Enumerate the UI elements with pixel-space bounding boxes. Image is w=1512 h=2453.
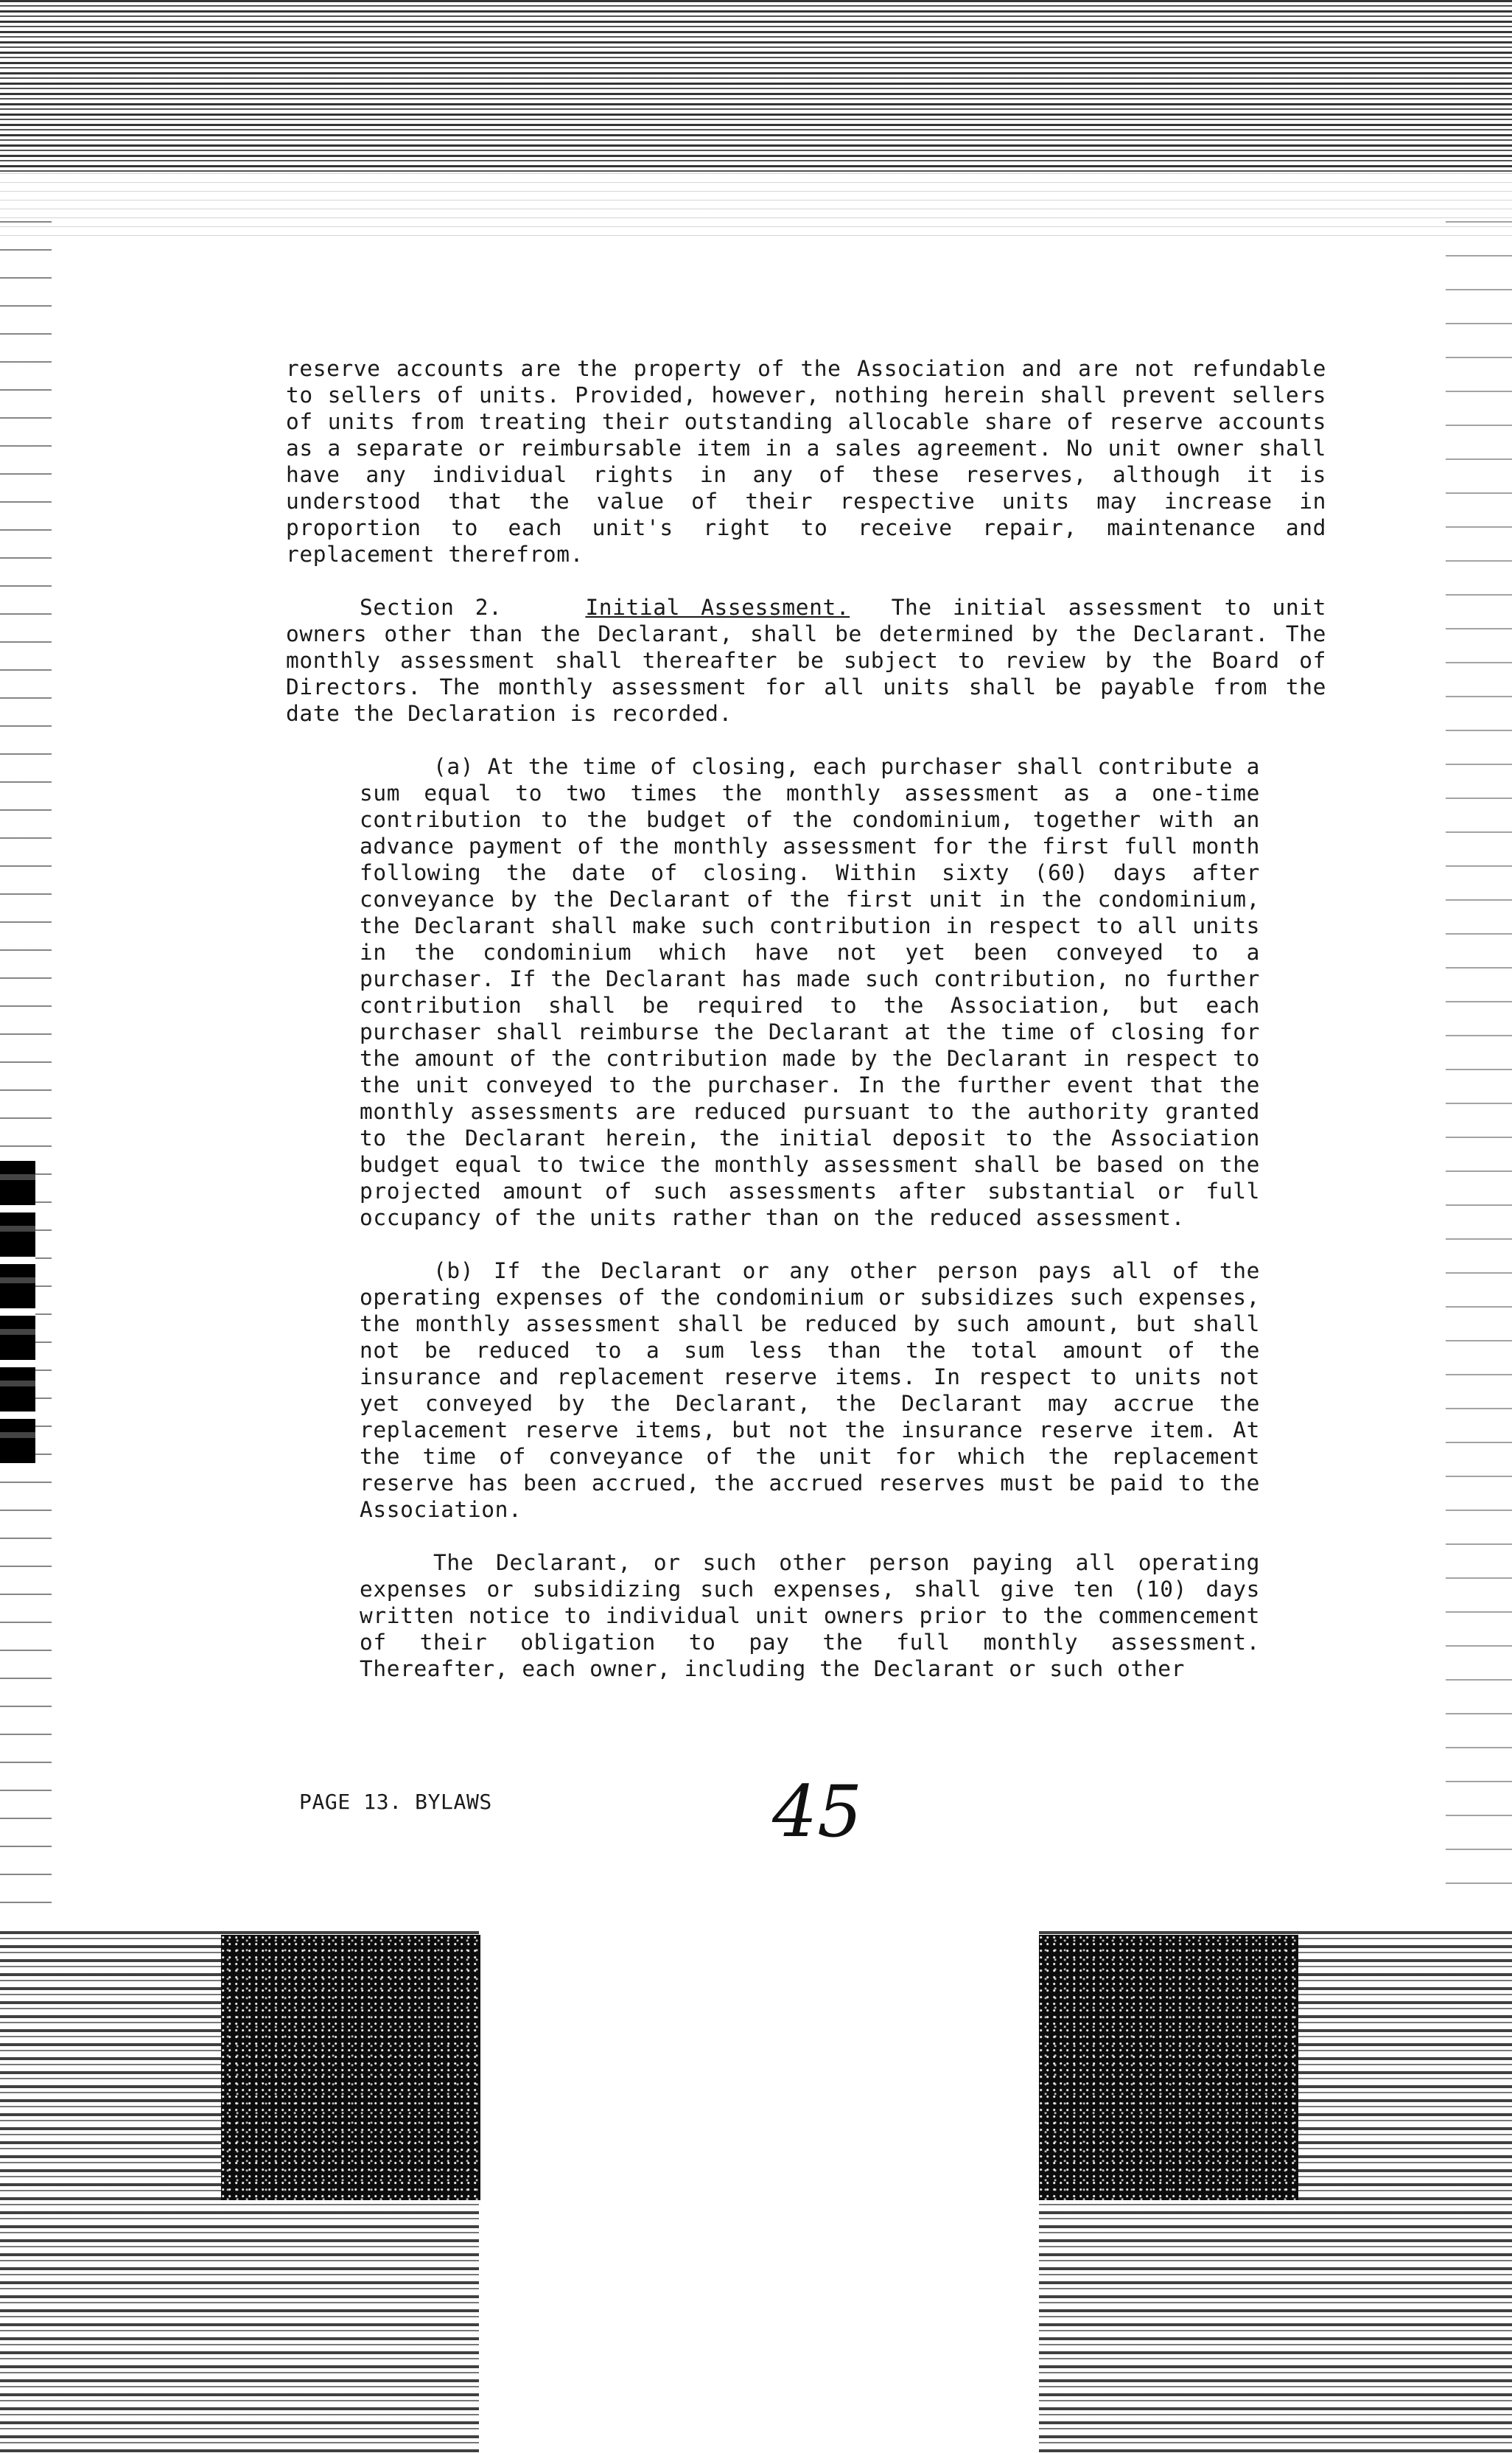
scan-artifact-bottom xyxy=(0,1931,1512,2453)
section-label: Section 2. xyxy=(360,595,503,620)
scan-artifact-left-block xyxy=(0,1161,35,1470)
section-text: The initial assessment to unit owners other than the Declarant, shall be determined by the Declarant. The monthly assessment shall thereafter be subject to review by the Board of Directors. The monthly assessment for all units shall be payable from the date the Declaration is recorded. xyxy=(286,595,1326,726)
subsection-container xyxy=(360,753,1260,1682)
paragraph-reserve-accounts: reserve accounts are the property of the Association and are not refundable to sellers of units. Provided, however, nothing herein shall prevent sellers of units from treating their outstanding allocable share of reserve accounts as a separate or reimbursable item in a sales agreement. No unit owner shall have any individual rights in any of these reserves, although it is understood that the value of their respective units may increase in proportion to each unit's right to receive repair, maintenance and replacement therefrom. xyxy=(286,356,1326,567)
section-heading: Initial Assessment. xyxy=(585,595,850,620)
document-page xyxy=(286,355,1326,1682)
subsection-a: (a) At the time of closing, each purchaser shall contribute a sum equal to two times the monthly assessment as a one-time contribution to the budget of the condominium, together with an advance payment of the monthly assessment for the first full month following the date of closing. Within sixty (60) days after conveyance by the Declarant of the first unit in the condominium, the Declarant shall make such contribution in respect to all units in the condominium which have not yet been conveyed to a purchaser. If the Declarant has made such contribution, no further contribution shall be required to the Association, but each purchaser shall reimburse the Declarant at the time of closing for the amount of the contribution made by the Declarant in respect to the unit conveyed to the purchaser. In the further event that the monthly assessments are reduced pursuant to the authority granted to the Declarant herein, the initial deposit to the Association budget equal to twice the monthly assessment shall be based on the projected amount of such assessments after substantial or full occupancy of the units rather than on the reduced assessment. xyxy=(360,754,1260,1230)
subsection-b: (b) If the Declarant or any other person pays all of the operating expenses of the condominium or subsidizes such expenses, the monthly assessment shall be reduced by such amount, but shall not be reduced to a sum less than the total amount of the insurance and replacement reserve items. In respect to units not yet conveyed by the Declarant, the Declarant may accrue the replacement reserve items, but not the insurance reserve item. At the time of conveyance of the unit for which the replacement reserve has been accrued, the accrued reserves must be paid to the Association. xyxy=(360,1258,1260,1522)
scan-artifact-right-edge xyxy=(1446,221,1512,1916)
handwritten-page-number: 45 xyxy=(772,1770,863,1853)
scan-artifact-block-right xyxy=(1039,1935,1298,2200)
paragraph-declarant-notice: The Declarant, or such other person paying all operating expenses or subsidizing such expenses, shall give ten (10) days written notice to individual unit owners prior to the commencement of their obligation to pay the full monthly assessment. Thereafter, each owner, including the Declarant or such other xyxy=(360,1550,1260,1681)
scan-bottom-clear xyxy=(479,1931,1039,2453)
footer-label: PAGE 13. BYLAWS xyxy=(299,1790,492,1814)
section-2 xyxy=(286,594,1326,727)
scan-artifact-left-edge xyxy=(0,221,52,1916)
scan-artifact-top xyxy=(0,0,1512,173)
scan-artifact-block-left xyxy=(221,1935,480,2200)
scan-artifact-top-fade xyxy=(0,173,1512,240)
